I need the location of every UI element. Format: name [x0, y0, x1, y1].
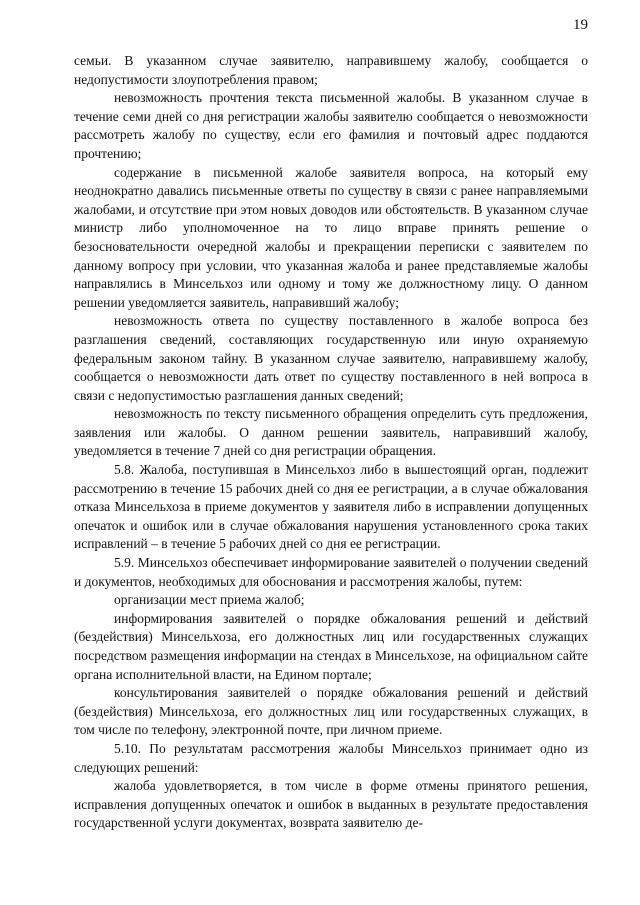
paragraph: невозможность по тексту письменного обращения определить суть предложения, заявления или жалобы. О данном решении заявитель, направивший жалобу, уведомляется в течение 7 дней со дня регистрации обращения. — [74, 406, 588, 459]
paragraph: невозможность прочтения текста письменной жалобы. В указанном случае в течение семи дней со дня регистрации жалобы заявителю сообщается о невозможности рассмотреть жалобу по существу, если его фамилия и почтовый адрес поддаются прочтению; — [74, 90, 588, 161]
paragraph: семьи. В указанном случае заявителю, направившему жалобу, сообщается о недопустимости злоупотребления правом; — [74, 53, 588, 87]
page-number: 19 — [573, 17, 588, 33]
paragraph: содержание в письменной жалобе заявителя вопроса, на который ему неоднократно давались письменные ответы по существу в связи с ранее направляемыми жалобами, и отсутствие при этом новых доводов или обстоятельств. В указанном случае министр либо уполномоченное на то лицо вправе принять решение о безосновательности очередной жалобы и прекращении переписки с заявителем по данному вопросу при условии, что указанная жалоба и ранее представляемые жалобы направлялись в Минсельхоз или одному и тому же должностному лицу. О данном решении уведомляется заявитель, направивший жалобу; — [74, 164, 588, 310]
paragraph: 5.8. Жалоба, поступившая в Минсельхоз либо в вышестоящий орган, подлежит рассмотрению в течение 15 рабочих дней со дня ее регистрации, а в случае обжалования отказа Минсельхоза в приеме документов у заявителя либо в исправлении допущенных опечаток и ошибок или в случае обжалования нарушения установленного срока таких исправлений – в течение 5 рабочих дней со дня ее регистрации. — [74, 462, 588, 552]
paragraph: организации мест приема жалоб; — [114, 592, 305, 608]
paragraph: жалоба удовлетворяется, в том числе в форме отмены принятого решения, исправления допущенных опечаток и ошибок в выданных в результате предоставления государственной услуги документах, возврата заявителю де- — [74, 778, 588, 831]
paragraph: 5.9. Минсельхоз обеспечивает информирование заявителей о получении сведений и документов, необходимых для обоснования и рассмотрения жалобы, путем: — [74, 555, 588, 589]
paragraph: консультирования заявителей о порядке обжалования решений и действий (бездействия) Минсельхоза, его должностных лиц или государственных служащих, в том числе по телефону, электронной почте, при личном приеме. — [74, 685, 588, 738]
paragraph: информирования заявителей о порядке обжалования решений и действий (бездействия) Минсельхоза, его должностных лиц или государственных служащих посредством размещения информации на стендах в Минсельхозе, на официальном сайте органа исполнительной власти, на Едином портале; — [74, 610, 588, 682]
paragraph: 5.10. По результатам рассмотрения жалобы Минсельхоз принимает одно из следующих решений: — [74, 740, 588, 775]
paragraph: невозможность ответа по существу поставленного в жалобе вопроса без разглашения сведений, составляющих государственную или иную охраняемую федеральным законом тайну. В указанном случае заявителю, направившему жалобу, сообщается о невозможности дать ответ по существу поставленного в ней вопроса в связи с недопустимостью разглашения данных сведений; — [74, 313, 588, 403]
document-body — [74, 52, 588, 833]
